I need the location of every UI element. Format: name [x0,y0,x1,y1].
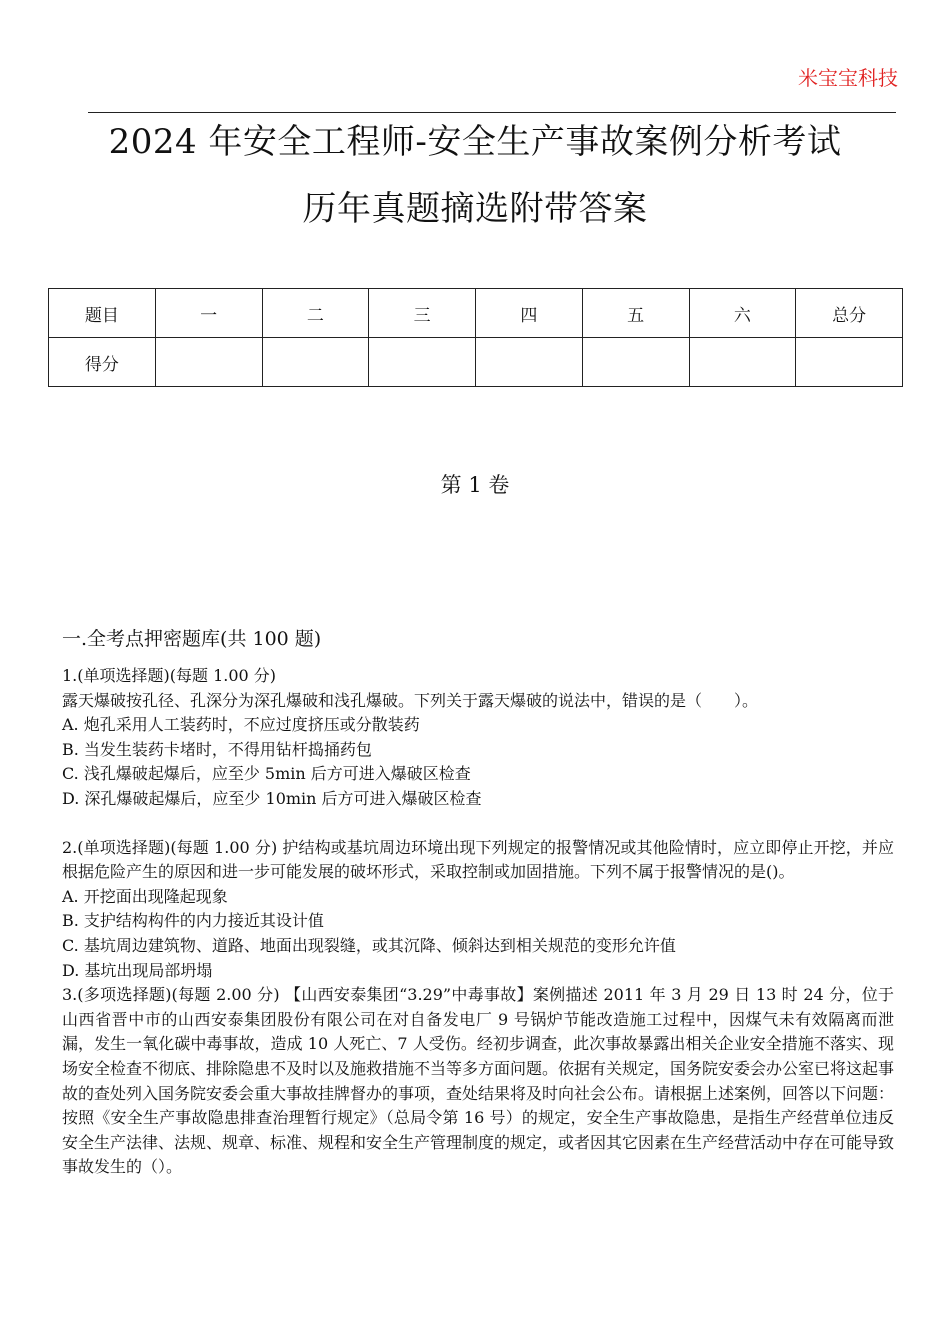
score-cell [582,338,689,387]
score-table-header-cell: 总分 [796,289,903,338]
question-item [62,836,894,984]
score-table-score-row [49,338,903,387]
question-text [62,983,894,1180]
question-stem: 【山西安泰集团“3.29”中毒事故】案例描述 2011 年 3 月 29 日 13 时 24 分，位于山西省晋中市的山西安泰集团股份有限公司在对自备发电厂 9 号锅炉节能改造施工过程中，因煤气未有效隔离而泄漏，发生一氧化碳中毒事故，造成 10 人死亡、7 人受伤。经初步调查，此次事故暴露出相关企业安全措施不落实、现场安全检查不彻底、排除隐患不及时以及施救措施不当等多方面问题。依据有关规定，国务院安委会办公室已将这起事故的查处列入国务院安委会重大事故挂牌督办的事项，查处结果将及时向社会公布。请根据上述案例，回答以下问题：按照《安全生产事故隐患排查治理暂行规定》（总局令第 16 号）的规定，安全生产事故隐患，是指生产经营单位违反安全生产法律、法规、规章、标准、规程和安全生产管理制度的规定，或者因其它因素在生产经营活动中存在可能导致事故发生的（）。 [62,985,895,1177]
document-title-line-1: 2024 年安全工程师-安全生产事故案例分析考试 [108,122,842,162]
question-option: B. 支护结构构件的内力接近其设计值 [62,911,324,931]
question-stem: 护结构或基坑周边环境出现下列规定的报警情况或其他险情时，应立即停止开挖，并应根据危险产生的原因和进一步可能发展的破坏形式，采取控制或加固措施。下列不属于报警情况的是()。 [62,837,894,882]
question-item [62,983,894,1180]
question-option: A. 炮孔采用人工装药时，不应过度挤压或分散装药 [62,715,420,735]
score-cell [796,338,903,387]
document-title-line-2: 历年真题摘选附带答案 [302,189,648,229]
question-option: A. 开挖面出现隆起现象 [62,886,228,906]
question-option: D. 基坑出现局部坍塌 [62,960,213,980]
question-meta: 2.(单项选择题)(每题 1.00 分) [62,837,278,857]
question-option: C. 基坑周边建筑物、道路、地面出现裂缝，或其沉降、倾斜达到相关规范的变形允许值 [62,935,676,955]
score-table [48,288,903,387]
score-cell [262,338,369,387]
score-table-header-cell: 一 [155,289,262,338]
question-text [62,836,894,885]
score-table-header-cell: 六 [689,289,796,338]
question-item [62,664,894,812]
score-cell [689,338,796,387]
brand-watermark: 米宝宝科技 [798,66,898,90]
score-label-cell: 得分 [49,338,156,387]
question-list [62,664,894,1180]
question-meta: 3.(多项选择题)(每题 2.00 分) [62,985,280,1005]
score-table-header-cell: 题目 [49,289,156,338]
volume-label: 第 1 卷 [440,473,510,497]
score-table-header-cell: 五 [582,289,689,338]
score-table-header-row [49,289,903,338]
question-option: D. 深孔爆破起爆后，应至少 10min 后方可进入爆破区检查 [62,788,482,808]
score-cell [155,338,262,387]
question-meta: 1.(单项选择题)(每题 1.00 分) [62,666,277,685]
question-option: C. 浅孔爆破起爆后，应至少 5min 后方可进入爆破区检查 [62,764,471,784]
score-cell [369,338,476,387]
question-stem: 露天爆破按孔径、孔深分为深孔爆破和浅孔爆破。下列关于露天爆破的说法中，错误的是（ ）。 [62,690,759,710]
score-table-header-cell: 四 [476,289,583,338]
question-option: B. 当发生装药卡堵时，不得用钻杆捣捅药包 [62,739,372,759]
score-table-header-cell: 三 [369,289,476,338]
section-title: 一.全考点押密题库(共 100 题) [62,628,322,650]
score-table-header-cell: 二 [262,289,369,338]
score-cell [476,338,583,387]
